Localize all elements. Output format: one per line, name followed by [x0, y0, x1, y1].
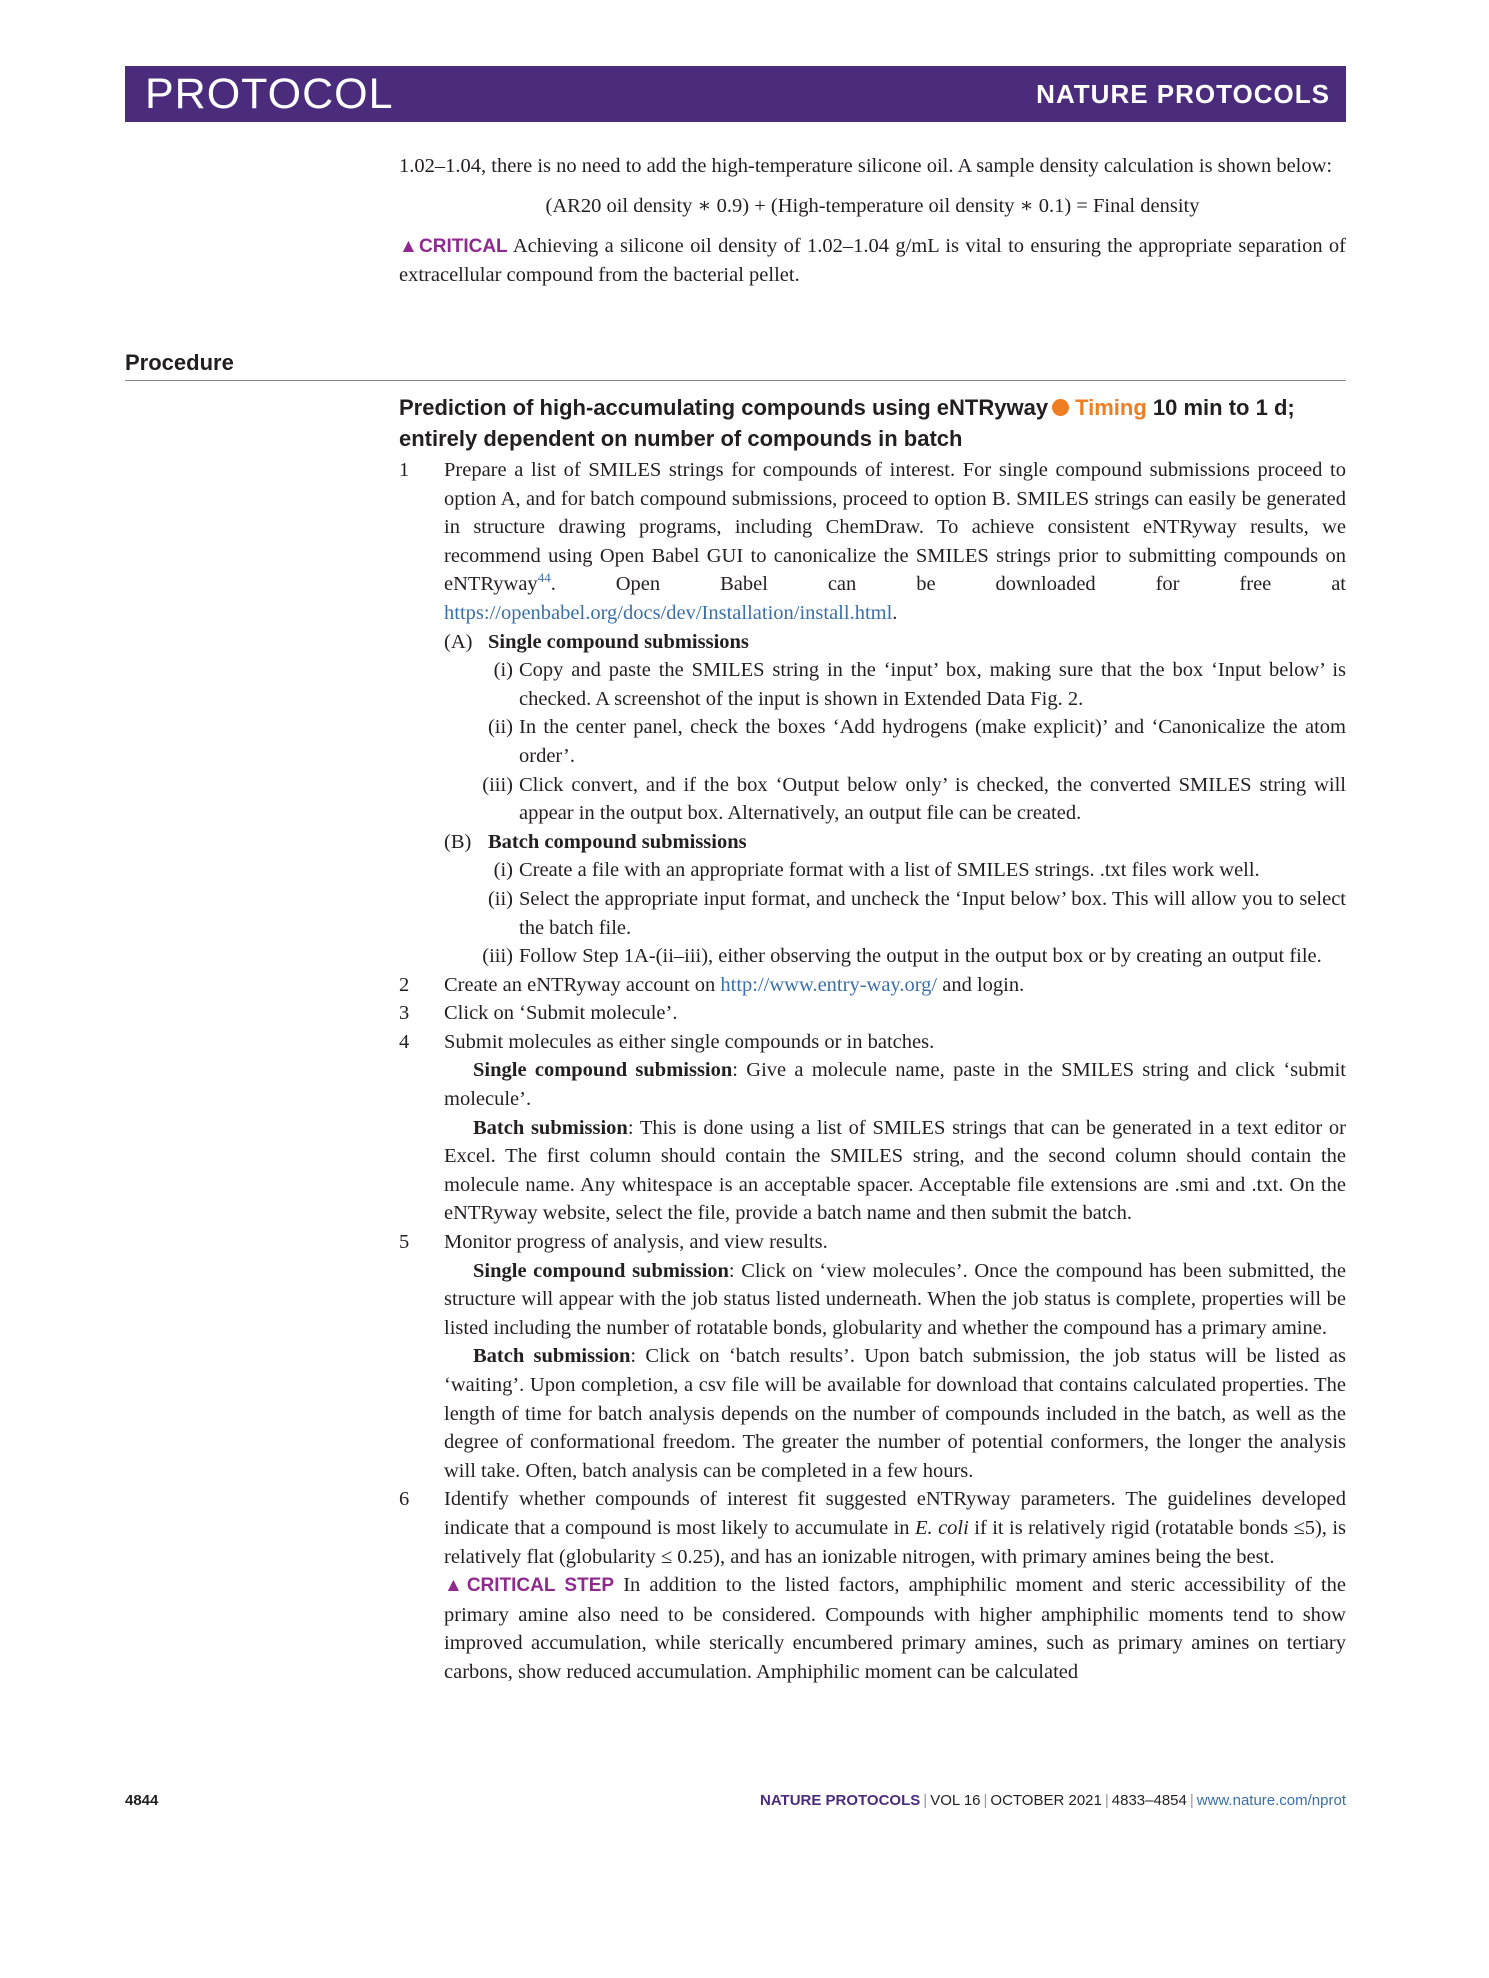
timing-dot-icon [1052, 399, 1069, 416]
footer-pages: 4833–4854 [1111, 1792, 1187, 1809]
item-text: In the center panel, check the boxes ‘Add hydrogens (make explicit)’ and ‘Canonicalize the atom order’. [519, 716, 1346, 767]
item-text: Follow Step 1A-(ii–iii), either observing the output in the output box or by creating an output file. [519, 945, 1322, 968]
list-item [444, 942, 1346, 971]
openbabel-link[interactable]: https://openbabel.org/docs/dev/Installation/install.html [444, 601, 893, 624]
header-banner [125, 66, 1346, 122]
list-item [444, 771, 1346, 828]
entryway-link[interactable]: http://www.entry-way.org/ [720, 973, 938, 996]
single-submission-para [444, 1257, 1346, 1343]
step-text: . [892, 601, 898, 624]
step-4 [399, 1028, 1346, 1228]
critical-note [399, 232, 1346, 290]
option-b [444, 828, 1346, 857]
subsection-heading [399, 392, 1346, 454]
section-title: Procedure [125, 350, 1346, 381]
item-text: Select the appropriate input format, and uncheck the ‘Input below’ box. This will allow you to select the batch file. [519, 887, 1346, 939]
subsection-title: Prediction of high-accumulating compounds using eNTRyway [399, 395, 1049, 420]
step-text: if it is relatively rigid (rotatable bonds ≤5), is relatively flat (globularity ≤ 0.25), and has an ionizable nitrogen, with primary amines being the best. [444, 1516, 1347, 1568]
item-number: (i) [493, 659, 513, 682]
footer-date: OCTOBER 2021 [990, 1792, 1102, 1809]
critical-text: Achieving a silicone oil density of 1.02–1.04 g/mL is vital to ensuring the appropriate separation of extracellular compound from the bacterial pellet. [399, 235, 1346, 286]
timing-value: 10 min to 1 d; entirely dependent on number of compounds in batch [399, 395, 1295, 451]
step-text: Monitor progress of analysis, and view results. [444, 1231, 828, 1254]
critical-step-label: ▲CRITICAL STEP [444, 1575, 615, 1597]
option-a [444, 628, 1346, 657]
step-text: Click on ‘Submit molecule’. [444, 1002, 678, 1025]
step-text: Prepare a list of SMILES strings for compounds of interest. For single compound submissions proceed to option A, and for batch compound submissions, proceed to option B. SMILES strings can easily be generated in structure drawing programs, including ChemDraw. To achieve consistent eNTRyway results, we recommend using Open Babel GUI to canonicalize the SMILES strings prior to submitting compounds on eNTRyway [444, 459, 1346, 596]
option-title: Single compound submissions [488, 630, 749, 653]
density-equation: (AR20 oil density ∗ 0.9) + (High-temperature oil density ∗ 0.1) = Final density [545, 195, 1200, 217]
intro-text: 1.02–1.04, there is no need to add the high-temperature silicone oil. A sample density calculation is shown below: [399, 155, 1333, 177]
reference-link[interactable]: 44 [537, 570, 551, 586]
critical-step-note [444, 1571, 1346, 1686]
step-number: 6 [399, 1488, 410, 1511]
step-text: . Open Babel can be downloaded for free at [550, 573, 1346, 596]
para-text: : Click on ‘view molecules’. Once the compound has been submitted, the structure will appear with the job status listed underneath. When the job status is complete, properties will be listed including the number of rotatable bonds, globularity and whether the compound has a primary amine. [444, 1259, 1346, 1339]
item-number: (iii) [482, 945, 513, 968]
step-1 [399, 456, 1346, 971]
item-number: (iii) [482, 773, 513, 796]
footer-url[interactable]: www.nature.com/nprot [1196, 1792, 1346, 1809]
list-item [444, 885, 1346, 942]
timing-label: Timing [1075, 395, 1147, 420]
batch-submission-para [444, 1114, 1346, 1228]
step-number: 1 [399, 459, 410, 481]
item-text: Click convert, and if the box ‘Output below only’ is checked, the converted SMILES string will appear in the output box. Alternatively, an output file can be created. [519, 773, 1346, 825]
item-number: (ii) [487, 887, 513, 910]
para-text: : This is done using a list of SMILES strings that can be generated in a text editor or Excel. The first column should contain the SMILES string, and the second column should contain the molecule name. Any whitespace is an acceptable spacer. Acceptable file extensions are .smi and .txt. On the eNTRyway website, select the file, provide a batch name and then submit the batch. [444, 1116, 1347, 1225]
option-label: (A) [444, 630, 473, 653]
step-number: 2 [399, 973, 410, 996]
page-number: 4844 [125, 1792, 159, 1809]
step-text: Identify whether compounds of interest fit suggested eNTRyway parameters. The guidelines developed indicate that a compound is most likely to accumulate in [444, 1488, 1346, 1539]
batch-submission-para [444, 1342, 1346, 1485]
para-text: : Give a molecule name, paste in the SMILES string and click ‘submit molecule’. [444, 1059, 1346, 1111]
step-3 [399, 999, 1346, 1028]
list-item [444, 856, 1346, 885]
footer-volume: VOL 16 [930, 1792, 981, 1809]
list-item [444, 656, 1346, 713]
para-label: Single compound submission [473, 1259, 729, 1282]
step-number: 3 [399, 1002, 410, 1025]
organism-name: E. coli [915, 1516, 969, 1539]
step-text: and login. [942, 973, 1025, 996]
para-label: Batch submission [473, 1345, 631, 1368]
footer-journal: NATURE PROTOCOLS [759, 1792, 921, 1809]
option-title: Batch compound submissions [488, 830, 747, 853]
page-footer [125, 1792, 1346, 1809]
item-text: Copy and paste the SMILES string in the ‘input’ box, making sure that the box ‘Input below’ is checked. A screenshot of the input is shown in Extended Data Fig. 2. [519, 659, 1346, 710]
para-text: : Click on ‘batch results’. Upon batch submission, the job status will be listed as ‘waiting’. Upon completion, a csv file will be available for download that contains calculated properties. The length of time for batch analysis depends on the number of compounds included in the batch, as well as the degree of conformational freedom. The greater the number of potential conformers, the longer the analysis will take. Often, batch analysis can be completed in a few hours. [444, 1345, 1347, 1482]
step-number: 5 [399, 1231, 410, 1254]
critical-step-text: In addition to the listed factors, amphiphilic moment and steric accessibility of the primary amine also need to be considered. Compounds with higher amphiphilic moments tend to show improved accumulation, while sterically encumbered primary amines, such as primary amines on tertiary carbons, show reduced accumulation. Amphiphilic moment can be calculated [444, 1574, 1346, 1683]
item-number: (i) [493, 859, 513, 882]
step-text: Create an eNTRyway account on [444, 973, 716, 996]
procedure-steps [399, 456, 1346, 1687]
step-6 [399, 1485, 1346, 1686]
journal-name: NATURE PROTOCOLS [1036, 78, 1330, 109]
list-item [444, 713, 1346, 770]
step-5 [399, 1228, 1346, 1485]
item-text: Create a file with an appropriate format with a list of SMILES strings. .txt files work well. [519, 859, 1260, 882]
step-2 [399, 971, 1346, 1000]
article-type: PROTOCOL [145, 69, 394, 118]
option-label: (B) [444, 830, 472, 853]
single-submission-para [444, 1056, 1346, 1113]
item-number: (ii) [487, 716, 513, 739]
para-label: Single compound submission [473, 1059, 733, 1082]
citation: NATURE PROTOCOLS | VOL 16 | OCTOBER 2021 | 4833–4854 | www.nature.com/nprot [759, 1792, 1346, 1809]
intro-block [399, 152, 1346, 290]
step-text: Submit molecules as either single compounds or in batches. [444, 1030, 935, 1053]
critical-label: ▲CRITICAL [399, 236, 508, 257]
step-number: 4 [399, 1030, 410, 1053]
para-label: Batch submission [473, 1116, 628, 1139]
